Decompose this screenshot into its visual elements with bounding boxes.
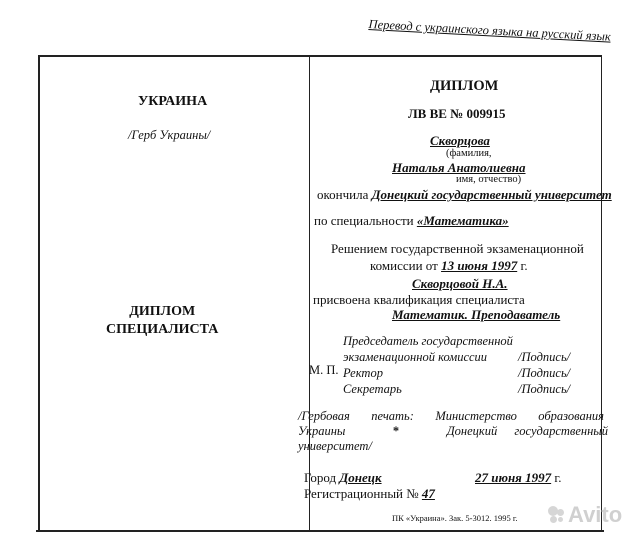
holder-name: Наталья Анатолиевна — [392, 160, 526, 175]
registration-line — [304, 486, 435, 502]
seal-star: * — [392, 424, 400, 438]
registration-number: 47 — [421, 486, 435, 501]
issue-date-value: 27 июня 1997 — [475, 470, 552, 485]
name-caption: имя, отчество) — [456, 174, 522, 185]
country-title: УКРАИНА — [138, 94, 208, 109]
bottom-border — [36, 530, 604, 532]
decision-suffix: г. — [517, 258, 528, 273]
seal-line-2-left: Украины — [298, 424, 346, 438]
specialty-value: «Математика» — [416, 213, 509, 228]
printer-imprint: ПК «Украина». Зак. 5-3012. 1995 г. — [392, 513, 518, 523]
specialty-label: по специальности — [314, 213, 417, 228]
diploma-title: ДИПЛОМ — [430, 78, 499, 94]
left-border — [38, 55, 40, 531]
seal-line-2-right: Донецкий государственный — [446, 424, 608, 438]
seal-line-3: университет/ — [298, 439, 372, 453]
avito-watermark — [548, 502, 622, 528]
city-line — [304, 470, 382, 486]
decision-prefix: комиссии от — [370, 258, 442, 273]
qualification-value: Математик. Преподаватель — [392, 307, 561, 322]
decision-line-1: Решением государственной экзаменационной — [331, 241, 584, 256]
qualification-label: присвоена квалификация специалиста — [313, 292, 525, 307]
holder-surname: Скворцова — [430, 133, 490, 148]
coat-of-arms-note: /Герб Украины/ — [128, 128, 211, 142]
diploma-number: ЛВ ВЕ № 009915 — [408, 106, 506, 121]
university-name: Донецкий государственный университет — [371, 187, 612, 202]
chair-signature: /Подпись/ — [518, 350, 571, 364]
chair-title-line2: экзаменационной комиссии — [343, 350, 488, 364]
stamp-place: М. П. — [309, 363, 339, 377]
graduated-line — [317, 187, 612, 203]
top-border — [39, 55, 601, 57]
avito-logo-icon — [548, 506, 566, 524]
issue-date-suffix: г. — [551, 470, 562, 485]
decision-date: 13 июня 1997 — [441, 258, 518, 273]
right-border — [601, 55, 602, 531]
seal-line-1: /Гербовая печать: Министерство образования — [298, 409, 604, 423]
issue-date — [475, 470, 562, 486]
chair-title-line1: Председатель государственной — [343, 334, 513, 348]
surname-caption: (фамилия, — [446, 148, 492, 159]
center-fold — [309, 55, 310, 531]
city-value: Донецк — [339, 470, 382, 485]
graduated-label: окончила — [317, 187, 372, 202]
translation-note: Перевод с украинского языка на русский язык — [368, 17, 612, 44]
recipient-name: Скворцовой Н.А. — [412, 276, 508, 291]
secretary-title: Секретарь — [343, 382, 402, 396]
rector-signature: /Подпись/ — [518, 366, 571, 380]
diploma-type — [106, 303, 218, 339]
decision-line-2 — [370, 258, 528, 274]
secretary-signature: /Подпись/ — [518, 382, 571, 396]
registration-label: Регистрационный № — [304, 486, 422, 501]
rector-title: Ректор — [343, 366, 383, 380]
avito-watermark-text: Avito — [568, 502, 623, 527]
diploma-type-line1: ДИПЛОМ — [129, 304, 196, 319]
diploma-type-line2: СПЕЦИАЛИСТА — [106, 322, 219, 337]
seal-line-2 — [298, 424, 608, 439]
specialty-line — [314, 213, 509, 229]
city-label: Город — [304, 470, 340, 485]
